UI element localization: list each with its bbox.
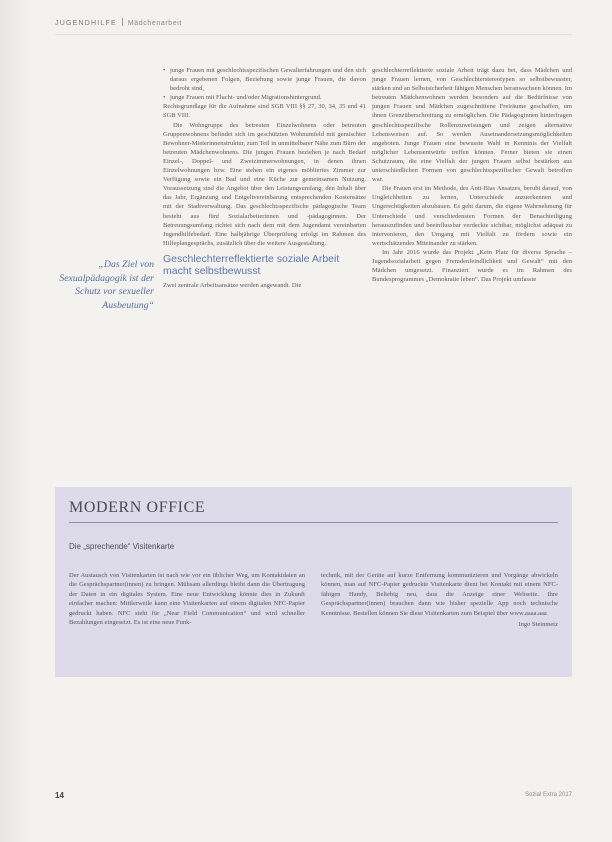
running-header [55,18,572,32]
header-rule [55,34,572,35]
article-column-right [372,66,572,284]
list-item [163,66,366,93]
modern-office-box [55,487,572,677]
bullet-text: junge Frauen mit Flucht- und/oder Migrationshintergrund. [170,94,322,102]
bullet-icon: • [163,94,166,102]
paragraph: Die Wohngruppe des betreuten Einzelwohnens oder betreuten Gruppenwohnens befindet sich im geschützten Wohnumfeld mit gemischter Bewohner-Mieterinnenstruktur, zum Teil in unmittelbarer Nähe zum Büro der betreuten Mädchenwohnens. Die jungen Frauen beziehen je nach Bedarf Einzel-, Doppel- und Zweizimmerwohnungen, in denen ihnen Einzelwohnungen bzw. Eine stehen ein eigenes möbliertes Zimmer zur Verfügung sowie ein Bad und eine Küche zur gemeinsamen Nutzung. Voraussetzung sind die Angebot über den Leistungsumfang, den Inhalt über das Jahr, Ergänzung und Entgeltvereinbarung entsprechenden Kostensätze mit der Stadtverwaltung. Das geschlechtsspezifische pädagogische Team besteht aus fünf Sozialarbeiterinnen und -pädagoginnen. Der Betreuungsumfang richtet sich nach dem mit dem Jugendamt vereinbarten Jugendhilfebedarf. Eine halbjährige Überprüfung erfolgt im Rahmen des Hilfeplangesprächs, zusätzlich über die weitere Ausgestaltung. [163,121,366,247]
page-gutter-shadow [0,0,30,842]
paragraph: Rechtsgrundlage für die Aufnahme sind SGB VIII §§ 27, 30, 34, 35 und 41 SGB VIII. [163,103,366,120]
box-title-rule [69,522,558,523]
header-separator [122,18,123,26]
box-subtitle: Die „sprechende“ Visitenkarte [69,542,175,551]
pull-quote: „Das Ziel von Sexualpädagogik ist der Schutz vor sexueller Ausbeutung“ [59,259,154,311]
bullet-icon: • [163,67,166,74]
section-subheading: Geschlechterreflektierte soziale Arbeit macht selbstbewusst [163,252,340,278]
paragraph: Die Frauen erst im Methode, des Anti-Bias Ansatzes, beruht darauf, von Ungleichheiten zu lernen, Unterschiede anzuerkennen und Ungerechtigkeiten abzubauen. Es geht darum, die eigene Wahrnehmung für Unterschiede und verschiedensten Formen der Benachteiligung herauszufinden und beeinflussbar verdeckte sichtbar, möglichst adäquat zu intervenieren, den Umgang mit Vielfalt zu fördern sowie ein wertschätzendes Miteinander zu stärken. [372,185,572,247]
bullet-text: junge Frauen mit geschlechtsspezifischen Gewalterfahrungen und den sich daraus ergebenen Folgen, Beziehung sowie junge Frauen, die davon bedroht sind, [170,67,366,93]
header-subsection: Mädchenarbeit [127,20,182,27]
list-item [163,93,366,102]
article-column-middle [163,66,366,290]
paragraph: Der Austausch von Visitenkarten ist nach wie vor ein üblicher Weg, um Kontaktdaten an die Gesprächspartner(innen) zu bringen. Mühsam allerdings bleibt dann die Übertragung der Daten in ein digitales System. Eine neue Entwicklung könnte dies in Zukunft einfacher machen: Mittlerweile kann eine Visitenkarten auf einem digitalen NFC-Papier gedruckt haben. NFC steht für „Near Field Communication“ und wird schneller Bezahlungen eingesetzt. Es ist eine neue Funk- [69,572,305,627]
box-title: MODERN OFFICE [69,499,206,516]
box-column-left [69,571,305,627]
paragraph: technik, mit der Geräte auf kurze Entfernung kommunizieren und Vorgänge abwickeln können, man auf NFC-Papier gedruckte Visitenkarte dient bei Kontakt mit einem NFC-fähigen Handy, Beliebig neu, dass die Anzeige einer Webseite. Ihre Gesprächspartner(innen) brauchen dann wie bisher spezielle App noch technische Kenntnisse. Bestellen können Sie diese Visitenkarten zum Beispiel über www.aaaa.aaa [321,572,558,617]
header-section: JUGENDHILFE [55,20,117,27]
author-name: Ingo Steinmetz [518,621,558,629]
paragraph: Im Jahr 2016 wurde das Projekt „Kein Platz für diverse Sprache – Jugendsozialarbeit gegen Fremdenfeindlichkeit und Gewalt“ mit den Mädchen umgesetzt. Finanziert wurde es im Rahmen des Bundesprogrammes „Demokratie leben“. Das Projekt umfasste [372,248,572,284]
box-column-right [321,571,558,629]
paragraph: geschlechterreflektierte soziale Arbeit trägt dazu bei, dass Mädchen und junge Frauen lernen, von Geschlechterstereotypen so selbstbewusster, stärken und an Selbstsicherheit fähigen Menschen heranwachsen können. Im betreuten Mädchenwohnen werden besonders auf die Bedürfnisse von jungen Frauen und Mädchen zugeschnittene Freiräume geschaffen, um ihnen Grenzüberschreitung zu ermöglichen. Die Pädagoginnen hinterfragen geschlechtsspezifische Rollenzuweisungen und zeigen alternative Lebensweisen auf. So werden Auseinandersetzungsmöglichkeiten angeboten. Junge Frauen eine bewusste Wahl in Kenntnis der Vielfalt möglicher Lebensentwürfe treffen können. Ferner bieten sie einen Schutzraum, die eine Vielfalt der jungen Frauen selbst bestärken aus unterschiedlichen Formen von geschlechtsspezifischer Gewalt betroffen war. [372,67,572,184]
page-number: 14 [55,791,64,800]
issue-line: Sozial Extra 2017 [524,792,572,798]
paragraph: Zwei zentrale Arbeitsansätze werden angewandt. Die [163,281,302,289]
